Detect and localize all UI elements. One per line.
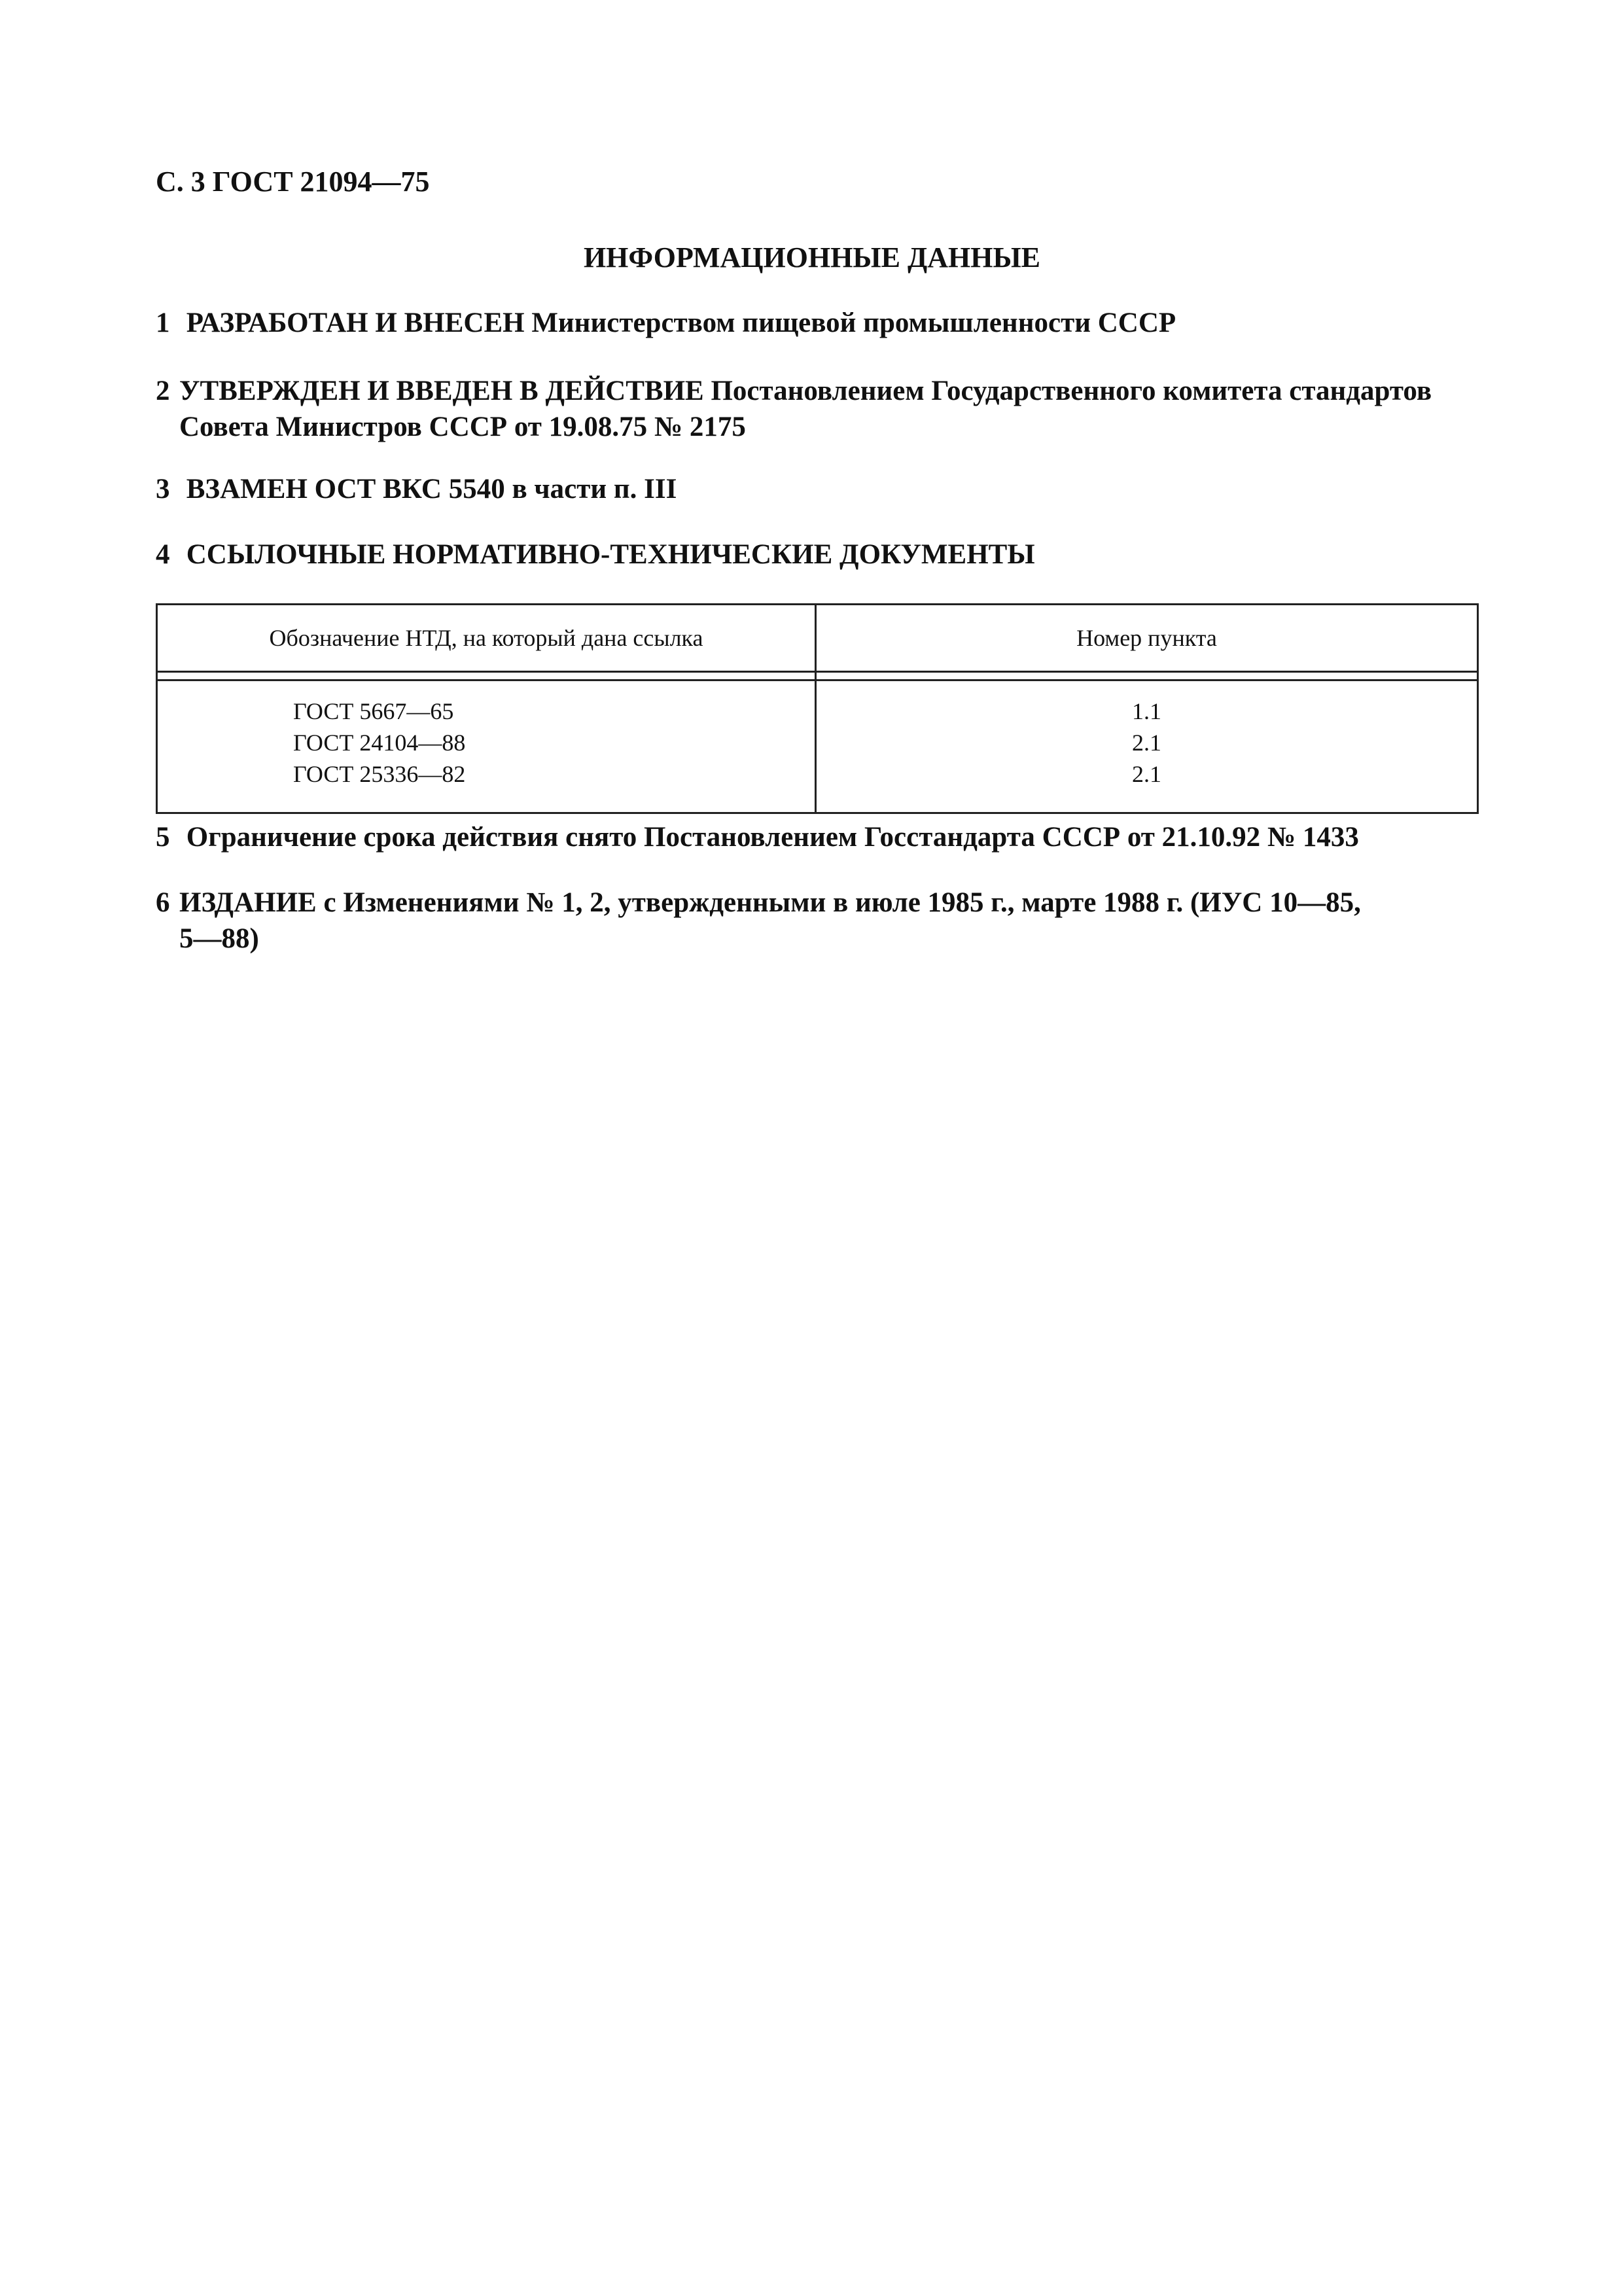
header-double-rule: [157, 672, 1478, 680]
clause-cell: [816, 680, 1478, 813]
document-cell: [157, 680, 816, 813]
item-text: ССЫЛОЧНЫЕ НОРМАТИВНО-ТЕХНИЧЕСКИЕ ДОКУМЕНТЫ: [186, 539, 1035, 570]
item-text-line2: 5—88): [179, 923, 259, 954]
column-header-clause: Номер пункта: [816, 605, 1478, 672]
table-body-row: [157, 680, 1478, 813]
table-row-clause: 1.1: [1132, 698, 1161, 724]
item-text: РАЗРАБОТАН И ВНЕСЕН Министерством пищевой промышленности СССР: [186, 308, 1176, 338]
info-item-1: [156, 305, 1477, 341]
table-row-doc: ГОСТ 5667—65: [293, 698, 454, 724]
item-text: Ограничение срока действия снято Постановлением Госстандарта СССР от 21.10.92 № 1433: [186, 822, 1359, 853]
table-row-doc: ГОСТ 25336—82: [293, 761, 466, 787]
references-table: [156, 603, 1479, 814]
info-item-5: [156, 819, 1477, 855]
page-header: С. 3 ГОСТ 21094—75: [156, 166, 430, 198]
item-text-line2: Совета Министров СССР от 19.08.75 № 2175: [179, 412, 746, 442]
item-number: 1: [156, 308, 170, 338]
column-header-document: Обозначение НТД, на который дана ссылка: [157, 605, 816, 672]
table-row-doc: ГОСТ 24104—88: [293, 730, 466, 756]
item-number: 3: [156, 474, 170, 504]
table-header-row: [157, 605, 1478, 672]
document-title: ИНФОРМАЦИОННЫЕ ДАННЫЕ: [583, 241, 1041, 274]
item-first-line: [156, 373, 1477, 409]
item-number: 5: [156, 822, 170, 853]
info-item-2: [156, 373, 1477, 445]
item-text-line1: ИЗДАНИЕ с Изменениями № 1, 2, утвержденными в июле 1985 г., марте 1988 г. (ИУС 10—85,: [179, 887, 1361, 918]
info-item-4: [156, 537, 1477, 573]
item-text: ВЗАМЕН ОСТ ВКС 5540 в части п. III: [186, 474, 677, 504]
item-number: 2: [156, 376, 170, 406]
item-number: 6: [156, 887, 170, 918]
item-text-line1: УТВЕРЖДЕН И ВВЕДЕН В ДЕЙСТВИЕ Постановлением Государственного комитета стандартов: [179, 376, 1432, 406]
info-item-6: [156, 885, 1477, 957]
item-first-line: [156, 885, 1477, 921]
table-row-clause: 2.1: [1132, 761, 1161, 787]
item-number: 4: [156, 539, 170, 570]
table-row-clause: 2.1: [1132, 730, 1161, 756]
info-item-3: [156, 471, 1477, 507]
